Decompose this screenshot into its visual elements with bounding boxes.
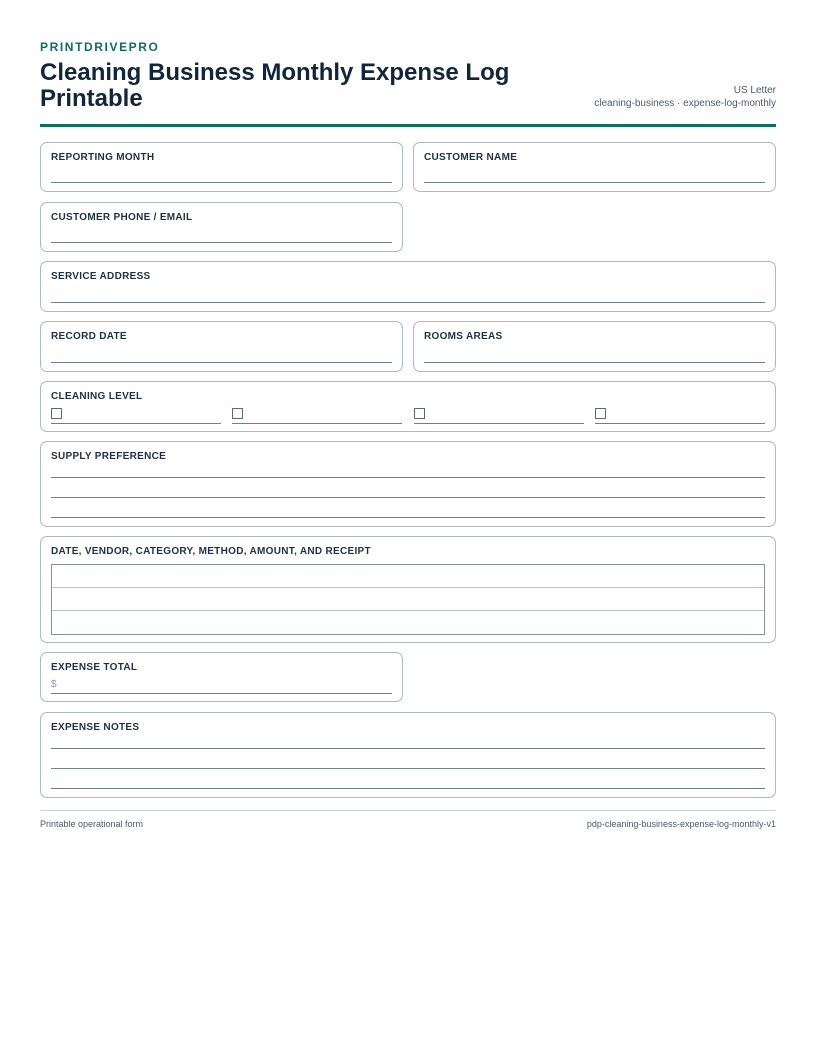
table-row[interactable] [52,611,764,634]
customer-contact-input-line[interactable] [51,242,392,243]
expense-total-label: EXPENSE TOTAL [51,662,138,673]
service-address-input-line[interactable] [51,302,765,303]
table-row[interactable] [52,588,764,611]
customer-name-field[interactable] [413,142,776,192]
reporting-month-label: REPORTING MONTH [51,152,155,163]
checkbox[interactable] [595,408,606,419]
document-meta [594,84,776,110]
expense-notes-label: EXPENSE NOTES [51,722,140,733]
service-address-field[interactable] [40,261,776,312]
form-id: pdp-cleaning-business-expense-log-monthly-v1 [586,819,776,829]
customer-name-input-line[interactable] [424,182,765,183]
checkbox[interactable] [414,408,425,419]
cleaning-level-option-2[interactable] [232,408,402,424]
rooms-areas-input-line[interactable] [424,362,765,363]
customer-name-label: CUSTOMER NAME [424,152,518,163]
page-title: Cleaning Business Monthly Expense Log Printable [40,59,510,112]
supply-preference-field[interactable] [40,441,776,527]
cleaning-level-field [40,381,776,432]
supply-preference-line-2[interactable] [51,497,765,498]
cleaning-level-label: CLEANING LEVEL [51,391,143,402]
supply-preference-label: SUPPLY PREFERENCE [51,451,167,462]
table-row[interactable] [52,565,764,588]
supply-preference-line-1[interactable] [51,477,765,478]
form-header [40,40,776,127]
checkbox[interactable] [232,408,243,419]
cleaning-level-option-4[interactable] [595,408,765,424]
expense-notes-field[interactable] [40,712,776,798]
paper-size: US Letter [733,85,776,96]
expense-table [51,564,765,635]
expense-notes-line-2[interactable] [51,768,765,769]
rooms-areas-label: ROOMS AREAS [424,331,503,342]
brand-name: PRINTDRIVEPRO [40,40,160,54]
cleaning-level-option-1[interactable] [51,408,221,424]
expense-table-label: DATE, VENDOR, CATEGORY, METHOD, AMOUNT, AND RECEIPT [51,546,371,557]
reporting-month-field[interactable] [40,142,403,192]
record-date-field[interactable] [40,321,403,372]
page-footer [40,810,776,835]
rooms-areas-field[interactable] [413,321,776,372]
document-tags: cleaning-business · expense-log-monthly [594,98,776,109]
currency-prefix: $ [51,679,57,690]
record-date-input-line[interactable] [51,362,392,363]
expense-total-field[interactable] [40,652,403,702]
expense-total-input-line[interactable] [51,693,392,694]
footer-description: Printable operational form [40,819,144,829]
service-address-label: SERVICE ADDRESS [51,271,151,282]
expense-notes-line-3[interactable] [51,788,765,789]
reporting-month-input-line[interactable] [51,182,392,183]
checkbox[interactable] [51,408,62,419]
record-date-label: RECORD DATE [51,331,127,342]
cleaning-level-option-3[interactable] [414,408,584,424]
supply-preference-line-3[interactable] [51,517,765,518]
expense-table-field [40,536,776,643]
form-page [40,40,776,127]
customer-contact-label: CUSTOMER PHONE / EMAIL [51,212,193,223]
expense-notes-line-1[interactable] [51,748,765,749]
customer-contact-field[interactable] [40,202,403,252]
